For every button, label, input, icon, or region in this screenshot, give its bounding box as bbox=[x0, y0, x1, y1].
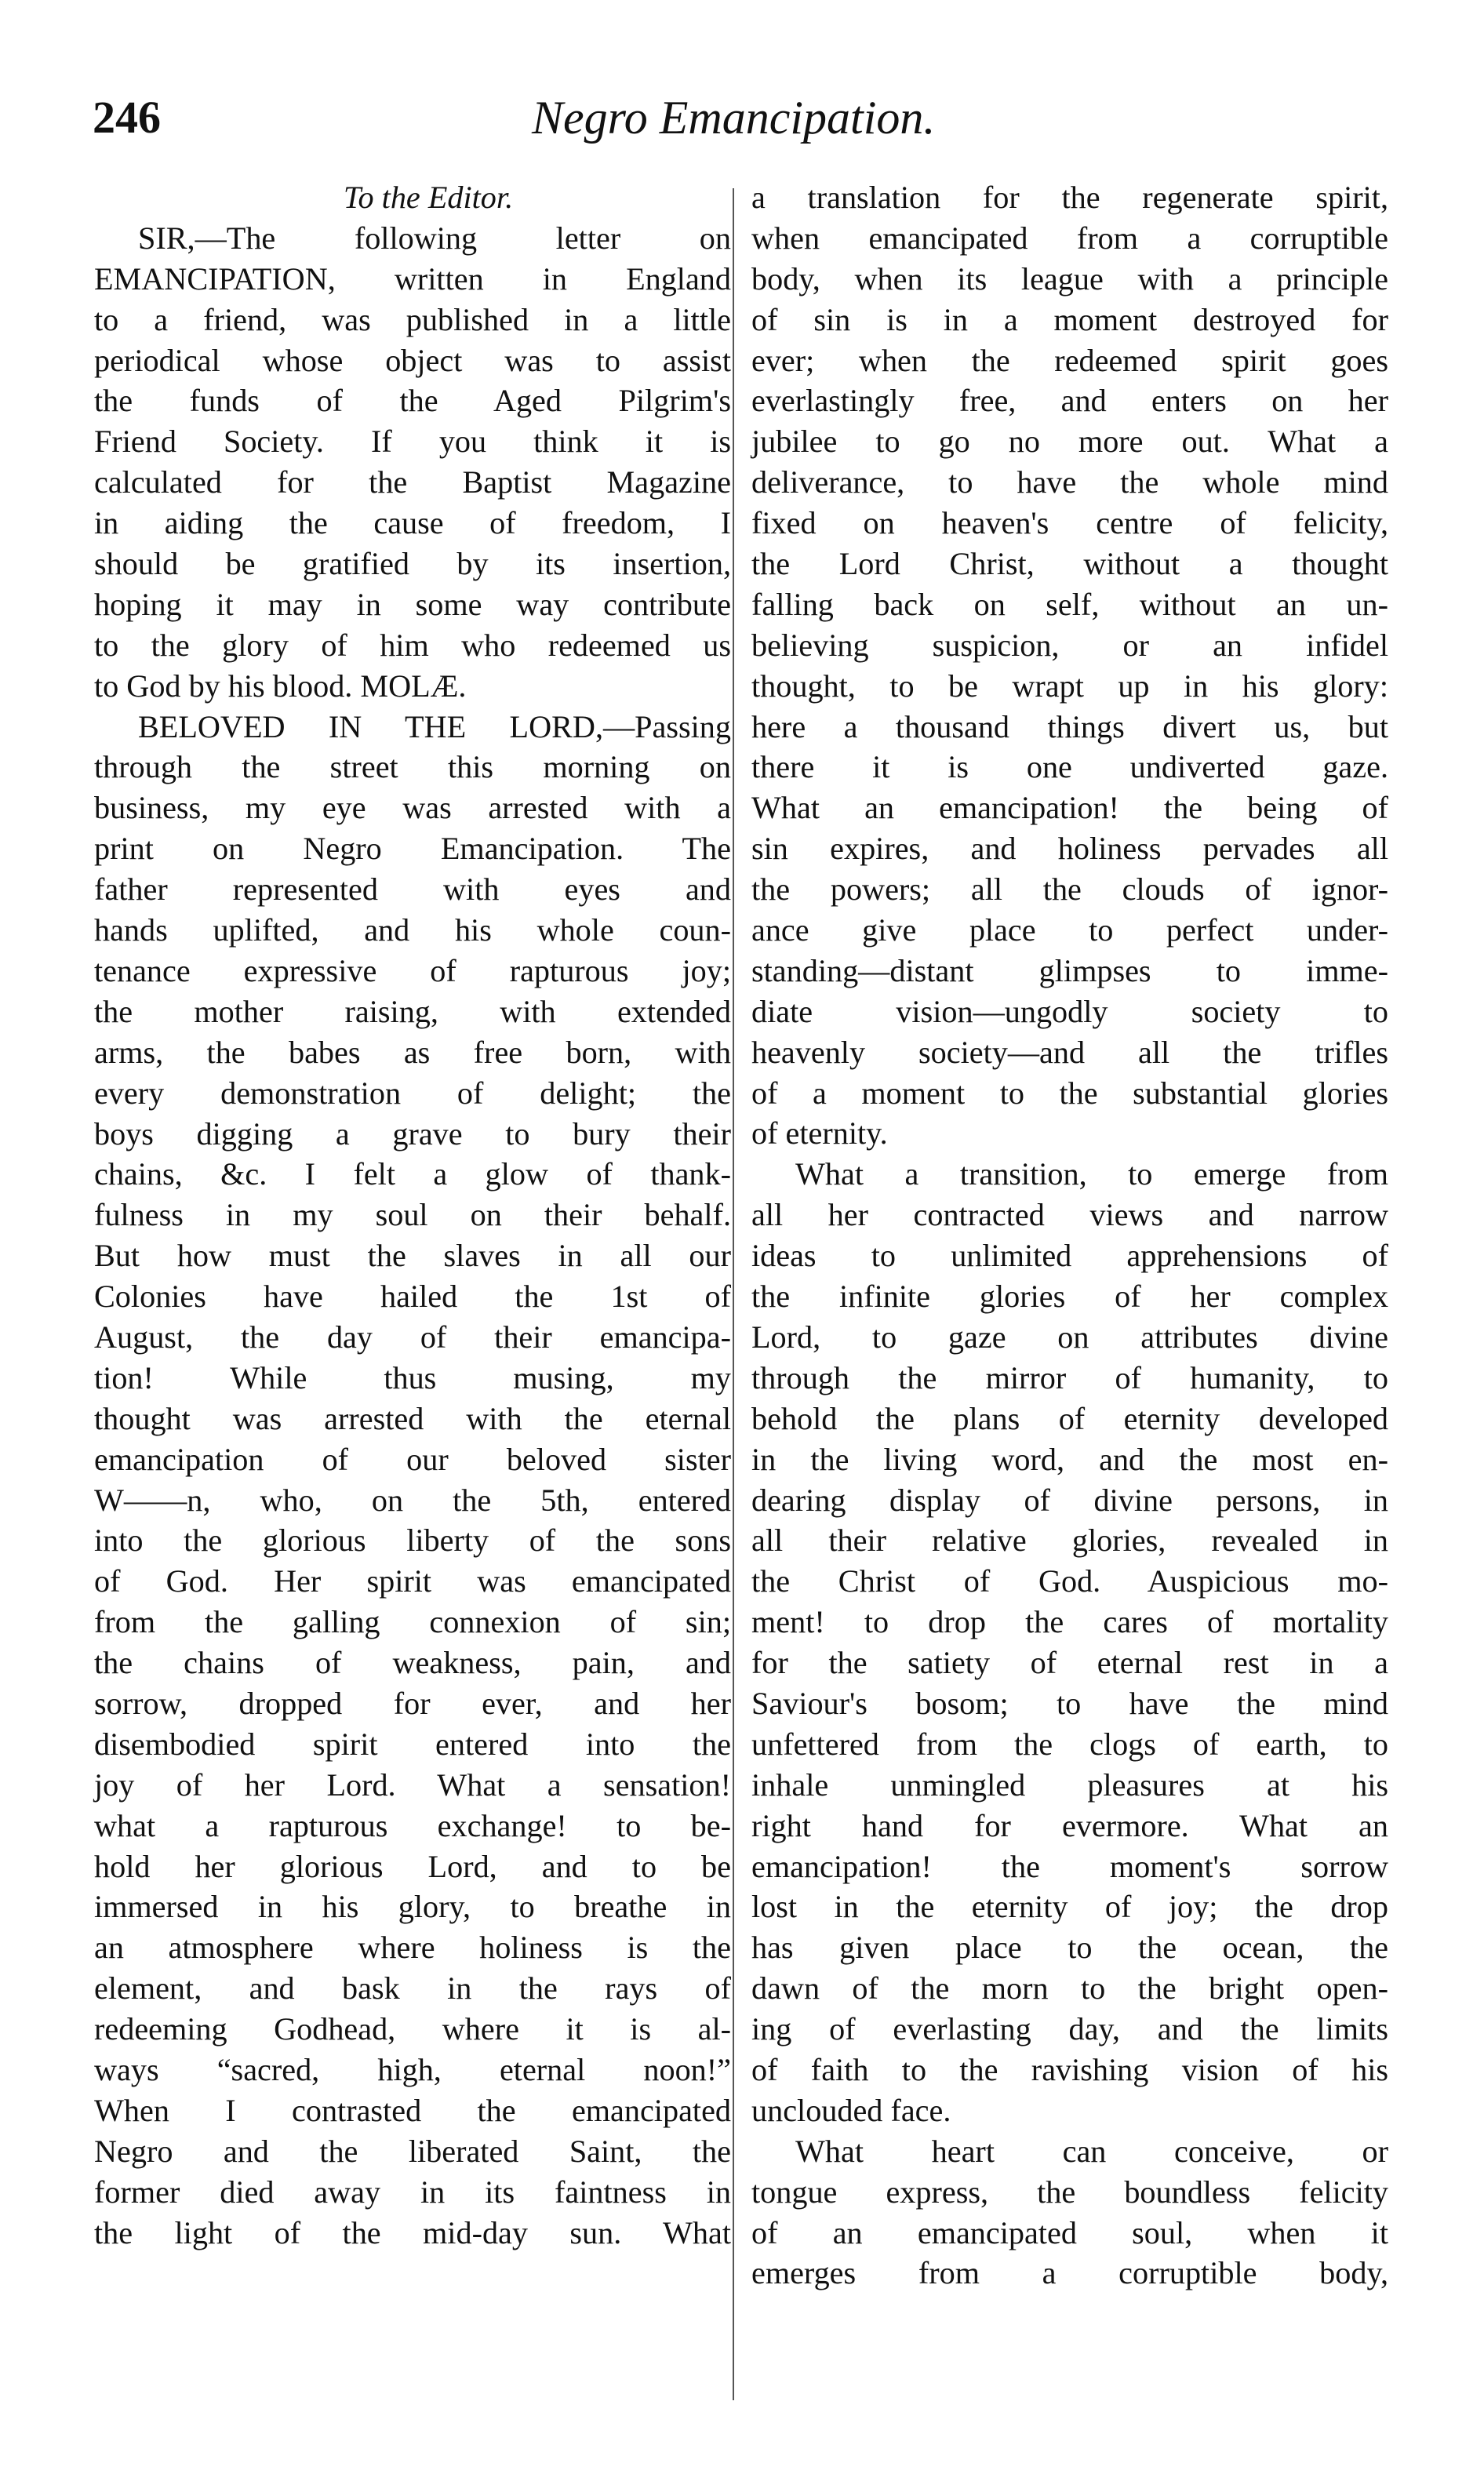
text-line: tenance expressive of rapturous joy; bbox=[94, 952, 731, 988]
text-line: ideas to unlimited apprehensions of bbox=[751, 1238, 1388, 1274]
text-line: all their relative glories, revealed in bbox=[751, 1523, 1388, 1559]
text-line: the funds of the Aged Pilgrim's bbox=[94, 383, 731, 419]
text-line: element, and bask in the rays of bbox=[94, 1970, 731, 2006]
text-line: arms, the babes as free born, with bbox=[94, 1034, 731, 1070]
text-line: chains, &c. I felt a glow of thank- bbox=[94, 1156, 731, 1192]
text-line: But how must the slaves in all our bbox=[94, 1238, 731, 1274]
text-line: What a transition, to emerge from bbox=[795, 1156, 1388, 1192]
text-line: Lord, to gaze on attributes divine bbox=[751, 1319, 1388, 1355]
text-line: periodical whose object was to assist bbox=[94, 342, 731, 378]
page-header bbox=[93, 86, 1379, 173]
text-line: print on Negro Emancipation. The bbox=[94, 831, 731, 867]
text-line: of faith to the ravishing vision of his bbox=[751, 2051, 1388, 2087]
text-line: thought, to be wrapt up in his glory: bbox=[751, 668, 1388, 704]
text-line: unfettered from the clogs of earth, to bbox=[751, 1726, 1388, 1762]
text-line: unclouded face. bbox=[751, 2092, 951, 2128]
text-line: every demonstration of delight; the bbox=[94, 1075, 731, 1111]
text-line: tongue express, the boundless felicity bbox=[751, 2174, 1388, 2210]
column-divider bbox=[733, 188, 734, 2400]
text-line: right hand for evermore. What an bbox=[751, 1807, 1388, 1843]
text-line: there it is one undiverted gaze. bbox=[751, 749, 1388, 785]
text-line: Colonies have hailed the 1st of bbox=[94, 1279, 731, 1315]
text-line: through the mirror of humanity, to bbox=[751, 1359, 1388, 1395]
text-line: when emancipated from a corruptible bbox=[751, 220, 1388, 256]
text-line: business, my eye was arrested with a bbox=[94, 790, 731, 826]
text-line: to the glory of him who redeemed us bbox=[94, 627, 731, 663]
text-line: the powers; all the clouds of ignor- bbox=[751, 871, 1388, 908]
text-line: SIR,—The following letter on bbox=[138, 220, 731, 256]
text-line: calculated for the Baptist Magazine bbox=[94, 464, 731, 500]
text-line: inhale unmingled pleasures at his bbox=[751, 1766, 1388, 1803]
text-line: through the street this morning on bbox=[94, 749, 731, 785]
text-line: sin expires, and holiness pervades all bbox=[751, 831, 1388, 867]
text-line: EMANCIPATION, written in England bbox=[94, 260, 731, 297]
text-line: emancipation! the moment's sorrow bbox=[751, 1848, 1388, 1884]
text-line: of God. Her spirit was emancipated bbox=[94, 1563, 731, 1599]
text-line: all her contracted views and narrow bbox=[751, 1197, 1388, 1233]
letter-heading: To the Editor. bbox=[343, 180, 514, 215]
text-line: hands uplifted, and his whole coun- bbox=[94, 912, 731, 948]
text-line: of sin is in a moment destroyed for bbox=[751, 301, 1388, 337]
text-line: dearing display of divine persons, in bbox=[751, 1482, 1388, 1518]
text-line: of an emancipated soul, when it bbox=[751, 2214, 1388, 2250]
text-line: for the satiety of eternal rest in a bbox=[751, 1645, 1388, 1681]
text-line: August, the day of their emancipa- bbox=[94, 1319, 731, 1355]
text-line: sorrow, dropped for ever, and her bbox=[94, 1685, 731, 1721]
text-line: Saviour's bosom; to have the mind bbox=[751, 1685, 1388, 1721]
text-line: has given place to the ocean, the bbox=[751, 1930, 1388, 1966]
text-line: redeeming Godhead, where it is al- bbox=[94, 2011, 731, 2047]
text-line: emancipation of our beloved sister bbox=[94, 1441, 731, 1477]
text-line: in aiding the cause of freedom, I bbox=[94, 505, 731, 541]
text-line: of eternity. bbox=[751, 1115, 888, 1152]
text-line: should be gratified by its insertion, bbox=[94, 546, 731, 582]
running-title: Negro Emancipation. bbox=[532, 92, 936, 144]
text-line: behold the plans of eternity developed bbox=[751, 1400, 1388, 1436]
text-line: an atmosphere where holiness is the bbox=[94, 1930, 731, 1966]
right-column-text bbox=[751, 177, 1388, 2294]
page-number: 246 bbox=[93, 92, 161, 143]
left-column bbox=[94, 177, 731, 2253]
text-line: the infinite glories of her complex bbox=[751, 1279, 1388, 1315]
text-line: What an emancipation! the being of bbox=[751, 790, 1388, 826]
text-line: here a thousand things divert us, but bbox=[751, 708, 1388, 744]
text-line: in the living word, and the most en- bbox=[751, 1441, 1388, 1477]
text-line: of a moment to the substantial glories bbox=[751, 1075, 1388, 1111]
text-line: lost in the eternity of joy; the drop bbox=[751, 1889, 1388, 1925]
text-line: into the glorious liberty of the sons bbox=[94, 1523, 731, 1559]
text-line: thought was arrested with the eternal bbox=[94, 1400, 731, 1436]
text-line: joy of her Lord. What a sensation! bbox=[94, 1766, 731, 1803]
right-column bbox=[751, 177, 1388, 2294]
text-line: falling back on self, without an un- bbox=[751, 586, 1388, 622]
text-line: emerges from a corruptible body, bbox=[751, 2255, 1388, 2291]
left-column-text bbox=[94, 218, 731, 2254]
text-line: to God by his blood. MOLÆ. bbox=[94, 668, 467, 704]
text-line: jubilee to go no more out. What a bbox=[751, 424, 1388, 460]
text-line: boys digging a grave to bury their bbox=[94, 1115, 731, 1152]
text-line: the Lord Christ, without a thought bbox=[751, 546, 1388, 582]
text-line: What heart can conceive, or bbox=[795, 2133, 1388, 2169]
text-line: the Christ of God. Auspicious mo- bbox=[751, 1563, 1388, 1599]
text-line: former died away in its faintness in bbox=[94, 2174, 731, 2210]
text-line: ever; when the redeemed spirit goes bbox=[751, 342, 1388, 378]
text-line: tion! While thus musing, my bbox=[94, 1359, 731, 1395]
text-line: diate vision—ungodly society to bbox=[751, 993, 1388, 1029]
text-line: ance give place to perfect under- bbox=[751, 912, 1388, 948]
text-line: When I contrasted the emancipated bbox=[94, 2092, 731, 2128]
text-line: father represented with eyes and bbox=[94, 871, 731, 908]
text-line: to a friend, was published in a little bbox=[94, 301, 731, 337]
text-line: Friend Society. If you think it is bbox=[94, 424, 731, 460]
text-line: BELOVED IN THE LORD,—Passing bbox=[138, 708, 731, 744]
text-line: dawn of the morn to the bright open- bbox=[751, 1970, 1388, 2006]
text-line: the light of the mid-day sun. What bbox=[94, 2214, 731, 2250]
text-line: fulness in my soul on their behalf. bbox=[94, 1197, 731, 1233]
text-line: from the galling connexion of sin; bbox=[94, 1604, 731, 1640]
text-line: immersed in his glory, to breathe in bbox=[94, 1889, 731, 1925]
text-line: fixed on heaven's centre of felicity, bbox=[751, 505, 1388, 541]
text-line: the mother raising, with extended bbox=[94, 993, 731, 1029]
text-line: ing of everlasting day, and the limits bbox=[751, 2011, 1388, 2047]
text-line: ment! to drop the cares of mortality bbox=[751, 1604, 1388, 1640]
text-line: everlastingly free, and enters on her bbox=[751, 383, 1388, 419]
text-line: ways “sacred, high, eternal noon!” bbox=[94, 2051, 731, 2087]
text-line: deliverance, to have the whole mind bbox=[751, 464, 1388, 500]
text-line: hoping it may in some way contribute bbox=[94, 586, 731, 622]
text-line: standing—distant glimpses to imme- bbox=[751, 952, 1388, 988]
text-line: believing suspicion, or an infidel bbox=[751, 627, 1388, 663]
text-line: a translation for the regenerate spirit, bbox=[751, 180, 1388, 215]
text-line: hold her glorious Lord, and to be bbox=[94, 1848, 731, 1884]
text-line: the chains of weakness, pain, and bbox=[94, 1645, 731, 1681]
text-line: heavenly society—and all the trifles bbox=[751, 1034, 1388, 1070]
text-line: what a rapturous exchange! to be- bbox=[94, 1807, 731, 1843]
text-line: Negro and the liberated Saint, the bbox=[94, 2133, 731, 2169]
text-line: W——n, who, on the 5th, entered bbox=[94, 1482, 731, 1518]
text-line: disembodied spirit entered into the bbox=[94, 1726, 731, 1762]
text-line: body, when its league with a principle bbox=[751, 260, 1388, 297]
